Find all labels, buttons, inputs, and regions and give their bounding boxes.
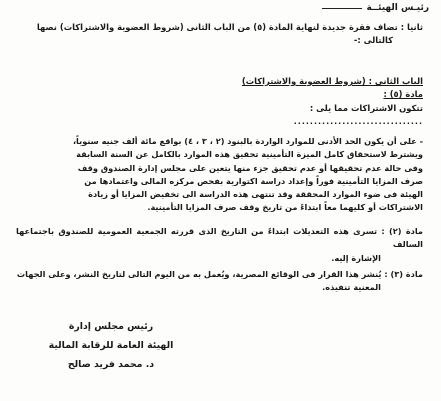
header-rule [322,8,362,9]
intro-line-2: كالتالى :- [353,35,393,46]
main-paragraph [16,135,423,215]
chapter-article [242,88,423,101]
header-title: رئيـس الهيئــة [366,3,429,13]
chapter-block [242,75,423,129]
article-3-line-1: مادة (٣) : يُنشر هذا القرار فى الوقائع المصرية، ويُعمل به من اليوم التالى لتاريخ النشر، وعلى الجهات [16,269,423,279]
signature-title: رئيس مجلس إدارة [68,321,154,332]
main-line-1: - على أن يكون الحد الأدنى للموارد الواردة بالبنود (٢ ، ٣ ، ٤) بواقع مائة ألف جنيه سنوياً، [72,136,423,146]
article-2-line-1: مادة (٢) : تسرى هذه التعديلات ابتداءً من التاريخ الذى قررته الجمعية العمومية للصندوق باجتماعها السالف [16,226,423,250]
signature-org: الهيئة العامة للرقابة المالية [48,340,174,351]
page-header [322,3,429,13]
chapter-sub: تتكون الاشتراكات مما يلى : [309,102,423,113]
chapter-title [242,75,423,88]
main-line-2: ويشترط لاستحقاق كامل الميزة التأمينية تحقيق هذه الموارد بالكامل عن السنة السابقة [76,149,423,160]
intro-line-1: ثانيا : تضاف فقرة جديدة لنهاية المادة (٥) من الباب الثانى (شروط العضوية والاشتراكات) نصها [36,22,423,32]
article-3-line-2: المعنية تنفيذه. [322,282,381,293]
main-line-4: صرف المزايا التأمينية فوراً وإعداد دراسة اكتوارية بفحص مركزه المالى واعتمادها من [84,175,423,186]
chapter-article-text: مادة (٥) : [383,89,423,100]
article-2 [16,225,423,265]
intro-block [37,21,423,48]
signature-name: د. محمد فريد صالح [67,359,155,370]
signature-block [41,317,181,374]
chapter-title-text: الباب الثانى : (شروط العضوية والاشتراكات) [241,76,423,86]
article-2-line-2: الإشارة إليه. [331,252,381,263]
main-line-3: وفى حالة عدم تحقيقها أو عدم تحقيق جزء منها يتعين على مجلس إدارة الصندوق وقف [77,162,423,173]
main-line-6: الاشتراكات أو كليهما معاً ابتداءً من تاريخ وقف صرف المزايا التأمينية. [147,202,423,213]
main-line-5: الهيئة فى ضوء الموارد المحققة وقد تنتهى هذه الدراسة الى تخفيض المزايا أو زيادة [88,189,423,200]
article-3 [16,268,423,295]
chapter-dots: ................................ [293,117,423,127]
